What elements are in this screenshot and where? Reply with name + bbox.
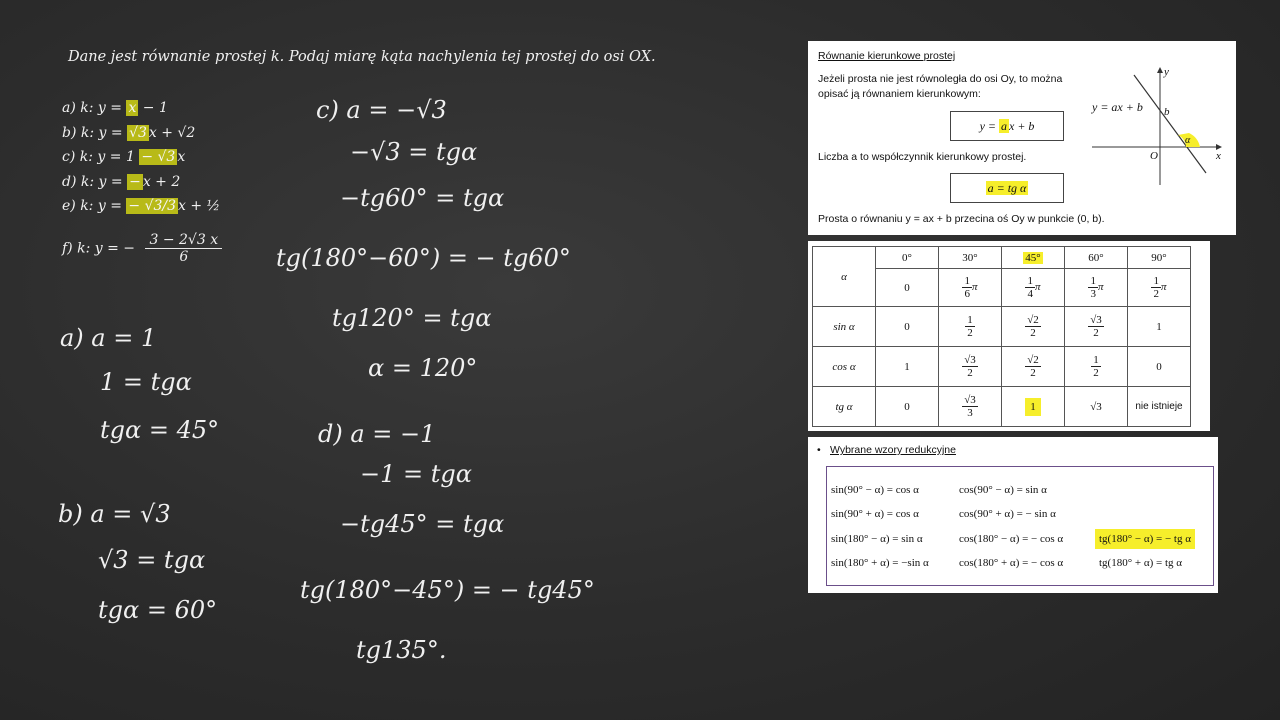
equation-e-highlight: − √3/3 <box>128 198 177 214</box>
formula-r2-c2: tg(180° − α) = − tg α <box>1095 529 1195 549</box>
equation-c-prefix: c) k: y = 1 <box>62 149 140 165</box>
cos-30-den: 2 <box>967 367 973 379</box>
formula-r3-c1: cos(180° + α) = − cos α <box>959 557 1064 569</box>
solution-b-line-2: √3 = tgα <box>98 546 206 574</box>
formula-r0-c1: cos(90° − α) = sin α <box>959 484 1047 496</box>
bullet: • <box>817 444 821 456</box>
coefficient-formula-box <box>950 173 1064 203</box>
formula-r0-c0: sin(90° − α) = cos α <box>831 484 919 496</box>
rad-90 <box>1128 269 1191 307</box>
graph-y-label: y <box>1164 66 1169 78</box>
cos-90: 0 <box>1128 347 1191 387</box>
solution-c-line-5: tg120° = tgα <box>332 304 492 332</box>
tg-30 <box>939 387 1002 427</box>
rad-60-num: 1 <box>1090 275 1096 287</box>
reduction-formulas-panel <box>808 437 1218 593</box>
equation-d-prefix: d) k: y = <box>62 173 128 190</box>
rad-45 <box>1002 269 1065 307</box>
slope-panel-line-1: Jeżeli prosta nie jest równoległa do osi Oy, to można <box>818 73 1063 85</box>
formula-r2-c1: cos(180° − α) = − cos α <box>959 533 1064 545</box>
intercept-text: Prosta o równaniu y = ax + b przecina oś Oy w punkcie (0, b). <box>818 213 1105 225</box>
trig-values-panel <box>808 241 1210 431</box>
header-deg-45-value: 45° <box>1025 251 1041 264</box>
rad-0: 0 <box>876 269 939 307</box>
solution-c-line-6: α = 120° <box>368 354 478 382</box>
equation-c-highlight: − √3 <box>141 149 176 165</box>
tg-0: 0 <box>876 387 939 427</box>
formula-r2-c0: sin(180° − α) = sin α <box>831 533 923 545</box>
coefficient-formula: a = tg α <box>987 181 1027 195</box>
tg-30-num: √3 <box>964 394 976 406</box>
rad-90-pi: π <box>1160 281 1167 294</box>
task-prompt: Dane jest równanie prostej k. Podaj miarę kąta nachylenia tej prostej do osi OX. <box>68 49 656 65</box>
cos-label: cos α <box>813 347 876 387</box>
graph-origin-label: O <box>1150 150 1158 162</box>
sin-45 <box>1002 307 1065 347</box>
slope-formula-box <box>950 111 1064 141</box>
tg-45-value: 1 <box>1025 398 1041 416</box>
equation-e <box>62 194 220 219</box>
cos-30-num: √3 <box>964 354 976 366</box>
solution-a-line-1: a) a = 1 <box>60 324 157 352</box>
equation-e-suffix: x + ½ <box>178 198 221 214</box>
equation-f-numerator: 3 − 2√3 x <box>145 232 222 249</box>
reduction-formulas-title: Wybrane wzory redukcyjne <box>830 444 956 456</box>
sin-60-den: 2 <box>1093 327 1099 339</box>
equation-d <box>62 170 220 195</box>
equation-c-suffix: x <box>177 149 186 165</box>
cos-60-den: 2 <box>1093 367 1099 379</box>
rad-45-num: 1 <box>1027 275 1033 287</box>
table-row <box>813 247 1191 269</box>
slope-equation-panel <box>808 41 1236 235</box>
solution-c-line-1: c) a = −√3 <box>316 96 447 124</box>
solution-c-line-4: tg(180°−60°) = − tg60° <box>276 244 571 272</box>
reduction-formulas-frame <box>826 466 1214 586</box>
slope-formula-post: x + b <box>1009 119 1035 133</box>
rad-45-den: 4 <box>1027 288 1033 300</box>
rad-60-den: 3 <box>1090 288 1096 300</box>
rad-90-num: 1 <box>1153 275 1159 287</box>
formula-r3-c0: sin(180° + α) = −sin α <box>831 557 929 569</box>
formula-r3-c2: tg(180° + α) = tg α <box>1099 557 1183 569</box>
solution-b-line-3: tgα = 60° <box>98 596 218 624</box>
table-row <box>813 347 1191 387</box>
equation-b <box>62 121 220 146</box>
tg-60: √3 <box>1065 387 1128 427</box>
tg-45 <box>1002 387 1065 427</box>
rad-30-den: 6 <box>964 288 970 300</box>
equation-f-prefix: f) k: y = − <box>62 240 136 257</box>
sin-30 <box>939 307 1002 347</box>
equation-a-prefix: a) k: y = <box>62 100 127 116</box>
header-deg-30: 30° <box>939 247 1002 269</box>
solution-d-line-3: −tg45° = tgα <box>340 510 505 538</box>
slope-graph <box>1088 63 1228 189</box>
solution-a-line-2: 1 = tgα <box>100 368 192 396</box>
tg-30-den: 3 <box>967 407 973 419</box>
equation-b-highlight: √3 <box>129 124 147 141</box>
rad-60-pi: π <box>1097 281 1104 294</box>
slope-panel-title: Równanie kierunkowe prostej <box>818 50 956 62</box>
sin-30-den: 2 <box>967 327 973 339</box>
slope-coefficient-text: Liczba a to współczynnik kierunkowy prostej. <box>818 151 1027 163</box>
sin-45-num: √2 <box>1027 314 1039 326</box>
cos-45 <box>1002 347 1065 387</box>
rad-30-pi: π <box>971 281 978 294</box>
header-deg-90: 90° <box>1128 247 1191 269</box>
sin-0: 0 <box>876 307 939 347</box>
solution-b-line-1: b) a = √3 <box>58 500 171 528</box>
tg-90: nie istnieje <box>1128 387 1191 427</box>
tg-label: tg α <box>813 387 876 427</box>
equation-c <box>62 145 220 170</box>
solution-d-line-1: d) a = −1 <box>318 420 436 448</box>
equation-b-suffix: x + √2 <box>148 124 196 141</box>
cos-45-num: √2 <box>1027 354 1039 366</box>
equation-f <box>62 232 222 265</box>
table-row <box>813 387 1191 427</box>
equation-d-suffix: x + 2 <box>142 173 181 190</box>
rad-90-den: 2 <box>1153 288 1159 300</box>
sin-30-num: 1 <box>967 314 973 326</box>
solution-d-line-5: tg135°. <box>356 636 447 664</box>
rad-60 <box>1065 269 1128 307</box>
solution-a-line-3: tgα = 45° <box>100 416 220 444</box>
equation-a-highlight: x <box>128 100 137 116</box>
sin-60 <box>1065 307 1128 347</box>
sin-45-den: 2 <box>1030 327 1036 339</box>
equation-b-prefix: b) k: y = <box>62 124 128 141</box>
slope-formula-highlight: a <box>1001 119 1007 133</box>
slope-panel-line-2: opisać ją równaniem kierunkowym: <box>818 88 981 100</box>
equation-list <box>62 96 220 219</box>
solution-c-line-2: −√3 = tgα <box>350 138 478 166</box>
cos-45-den: 2 <box>1030 367 1036 379</box>
sin-label: sin α <box>813 307 876 347</box>
header-deg-45 <box>1002 247 1065 269</box>
sin-90: 1 <box>1128 307 1191 347</box>
sin-60-num: √3 <box>1090 314 1102 326</box>
equation-a-suffix: − 1 <box>138 100 168 116</box>
formula-r1-c0: sin(90° + α) = cos α <box>831 508 919 520</box>
graph-equation-label: y = ax + b <box>1092 100 1143 114</box>
graph-line <box>1134 75 1206 173</box>
header-deg-60: 60° <box>1065 247 1128 269</box>
cos-30 <box>939 347 1002 387</box>
rad-30 <box>939 269 1002 307</box>
cos-0: 1 <box>876 347 939 387</box>
header-deg-0: 0° <box>876 247 939 269</box>
equation-d-highlight: − <box>129 173 141 190</box>
table-row <box>813 307 1191 347</box>
y-axis-arrow <box>1157 67 1163 73</box>
equation-f-fraction <box>145 232 222 265</box>
equation-e-prefix: e) k: y = <box>62 198 127 214</box>
equation-f-denominator: 6 <box>179 249 189 265</box>
rad-30-num: 1 <box>964 275 970 287</box>
solution-d-line-2: −1 = tgα <box>360 460 472 488</box>
alpha-header: α <box>813 247 876 307</box>
solution-c-line-3: −tg60° = tgα <box>340 184 505 212</box>
cos-60 <box>1065 347 1128 387</box>
graph-b-label: b <box>1164 106 1170 118</box>
cos-60-num: 1 <box>1093 354 1099 366</box>
graph-alpha-label: α <box>1185 135 1191 146</box>
trig-values-table <box>812 246 1191 427</box>
equation-a <box>62 96 220 121</box>
formula-r1-c1: cos(90° + α) = − sin α <box>959 508 1056 520</box>
rad-45-pi: π <box>1034 281 1041 294</box>
slope-formula-pre: y = <box>979 119 999 133</box>
solution-d-line-4: tg(180°−45°) = − tg45° <box>300 576 595 604</box>
graph-x-label: x <box>1216 150 1221 162</box>
